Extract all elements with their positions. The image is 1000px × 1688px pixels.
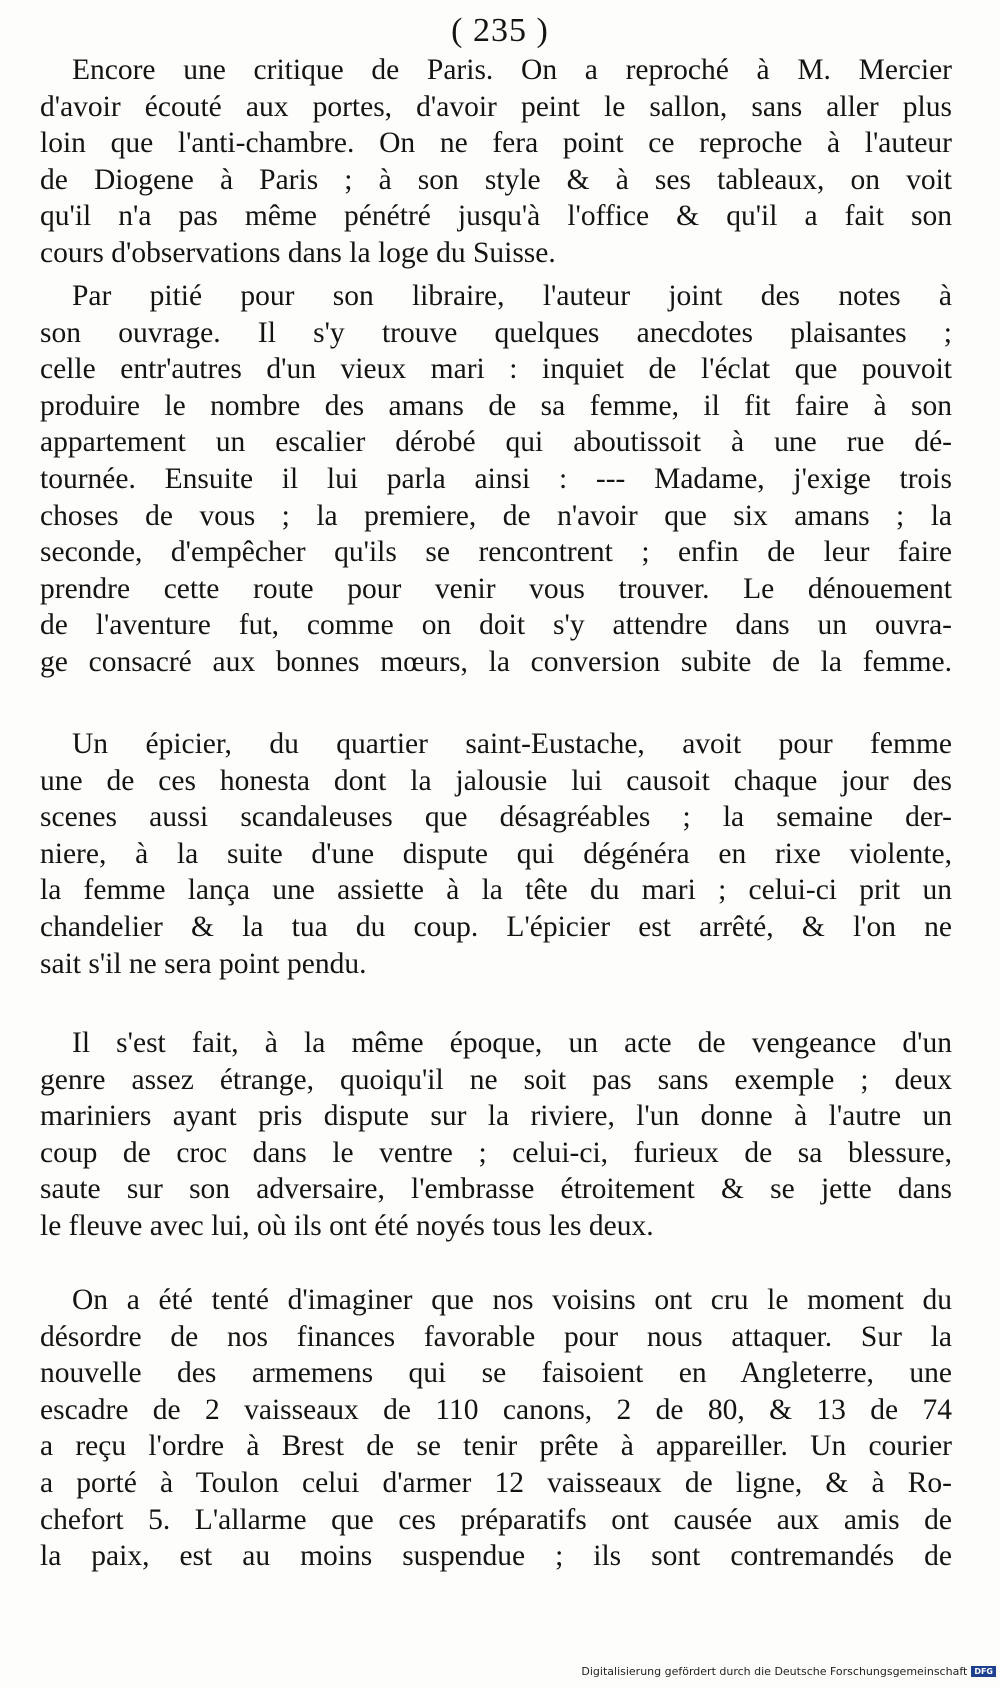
text-line: a reçu l'ordre à Brest de se tenir prête à appareiller. Un courier	[40, 1430, 952, 1463]
text-line: chandelier & la tua du coup. L'épicier est arrêté, & l'on ne	[40, 910, 952, 943]
text-line: une de ces honesta dont la jalousie lui causoit chaque jour des	[40, 764, 952, 797]
text-line: Encore une critique de Paris. On a reproché à M. Mercier	[72, 54, 952, 86]
text-line: qu'il n'a pas même pénétré jusqu'à l'office & qu'il a fait son	[40, 200, 952, 233]
text-line: Par pitié pour son libraire, l'auteur joint des notes à	[72, 280, 952, 312]
text-line: niere, à la suite d'une dispute qui dégénéra en rixe violente,	[40, 837, 952, 870]
text-line: ge consacré aux bonnes mœurs, la conversion subite de la femme.	[40, 645, 952, 678]
text-line: loin que l'anti-chambre. On ne fera point ce reproche à l'auteur	[40, 127, 952, 160]
text-line: Il s'est fait, à la même époque, un acte de vengeance d'un	[72, 1027, 952, 1059]
text-line: escadre de 2 vaisseaux de 110 canons, 2 de 80, & 13 de 74	[40, 1393, 952, 1426]
text-line: appartement un escalier dérobé qui aboutissoit à une rue dé-	[40, 426, 952, 459]
text-line: seconde, d'empêcher qu'ils se rencontrent ; enfin de leur faire	[40, 536, 952, 569]
text-line: produire le nombre des amans de sa femme, il fit faire à son	[40, 389, 952, 422]
digitization-footer	[581, 1665, 996, 1678]
text-line: nouvelle des armemens qui se faisoient en Angleterre, une	[40, 1357, 952, 1390]
paragraph-notes-anecdote	[40, 278, 952, 681]
text-line: prendre cette route pour venir vous trouver. Le dénouement	[40, 572, 952, 605]
text-line: mariniers ayant pris dispute sur la riviere, l'un donne à l'autre un	[40, 1100, 952, 1133]
text-line: choses de vous ; la premiere, de n'avoir que six amans ; la	[40, 499, 952, 532]
text-line: a porté à Toulon celui d'armer 12 vaisseaux de ligne, & à Ro-	[40, 1466, 952, 1499]
text-line: tournée. Ensuite il lui parla ainsi : --- Madame, j'exige trois	[40, 462, 952, 495]
page-number: ( 235 )	[451, 12, 549, 49]
text-line: la femme lança une assiette à la tête du mari ; celui-ci prit un	[40, 874, 952, 907]
footer-text: Digitalisierung gefördert durch die Deutsche Forschungsgemeinschaft	[581, 1665, 968, 1678]
paragraph-armements	[40, 1282, 952, 1575]
text-line: saute sur son adversaire, l'embrasse étroitement & se jette dans	[40, 1173, 952, 1206]
text-line: genre assez étrange, quoiqu'il ne soit pas sans exemple ; deux	[40, 1063, 952, 1096]
text-line: la paix, est au moins suspendue ; ils sont contremandés de	[40, 1540, 952, 1573]
paragraph-mariniers	[40, 1025, 952, 1245]
text-line: Un épicier, du quartier saint-Eustache, avoit pour femme	[72, 728, 952, 760]
text-line: coup de croc dans le ventre ; celui-ci, furieux de sa blessure,	[40, 1136, 952, 1169]
paragraph-mercier-critique	[40, 52, 952, 272]
text-line: de Diogene à Paris ; à son style & à ses tableaux, on voit	[40, 163, 952, 196]
dfg-logo: DFG	[971, 1666, 996, 1677]
text-line: de l'aventure fut, comme on doit s'y attendre dans un ouvra-	[40, 609, 952, 642]
text-line: désordre de nos finances favorable pour nous attaquer. Sur la	[40, 1320, 952, 1353]
text-line: d'avoir écouté aux portes, d'avoir peint le sallon, sans aller plus	[40, 90, 952, 123]
text-line: sait s'il ne sera point pendu.	[40, 947, 367, 980]
text-line: cours d'observations dans la loge du Suisse.	[40, 236, 556, 269]
text-line: le fleuve avec lui, où ils ont été noyés tous les deux.	[40, 1209, 654, 1242]
text-line: On a été tenté d'imaginer que nos voisins ont cru le moment du	[72, 1284, 952, 1316]
text-line: son ouvrage. Il s'y trouve quelques anecdotes plaisantes ;	[40, 316, 952, 349]
paragraph-epicier	[40, 726, 952, 982]
text-line: celle entr'autres d'un vieux mari : inquiet de l'éclat que pouvoit	[40, 353, 952, 386]
text-line: scenes aussi scandaleuses que désagréables ; la semaine der-	[40, 801, 952, 834]
text-line: chefort 5. L'allarme que ces préparatifs ont causée aux amis de	[40, 1503, 952, 1536]
